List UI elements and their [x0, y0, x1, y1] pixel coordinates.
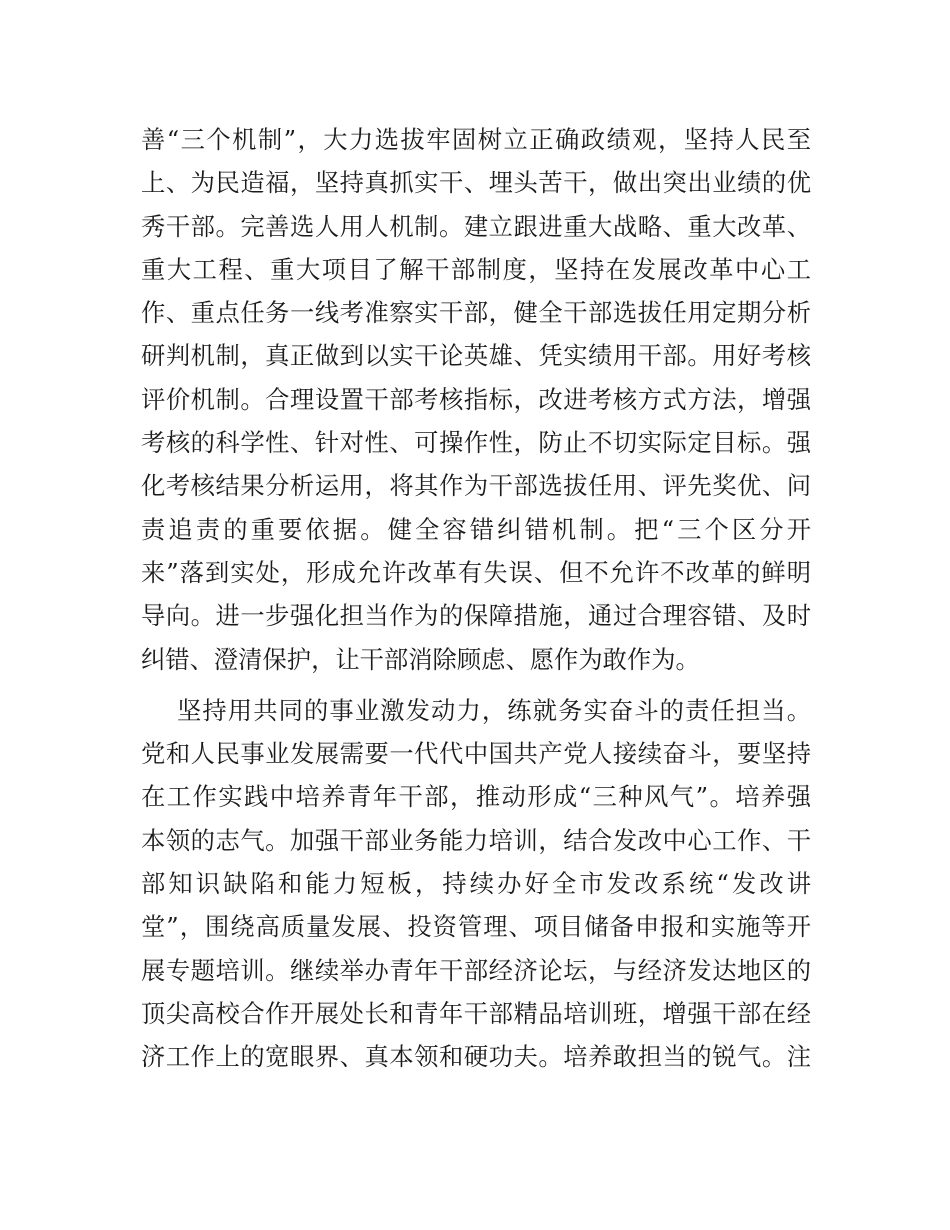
text-line: 部知识缺陷和能力短板，持续办好全市发改系统“发改讲	[141, 869, 811, 899]
text-line: 在工作实践中培养青年干部，推动形成“三种风气”。培养强	[141, 782, 811, 812]
text-line: 化考核结果分析运用，将其作为干部选拔任用、评先奖优、问	[141, 471, 811, 501]
text-line: 秀干部。完善选人用人机制。建立跟进重大战略、重大改革、	[141, 211, 811, 241]
text-line: 纠错、澄清保护，让干部消除顾虑、愿作为敢作为。	[141, 644, 700, 674]
text-line: 展专题培训。继续举办青年干部经济论坛，与经济发达地区的	[141, 955, 811, 985]
text-line: 评价机制。合理设置干部考核指标，改进考核方式方法，增强	[141, 384, 811, 414]
text-line: 坚持用共同的事业激发动力，练就务实奋斗的责任担当。	[177, 695, 811, 725]
text-line: 善“三个机制”，大力选拔牢固树立正确政绩观，坚持人民至	[141, 125, 811, 154]
text-line: 上、为民造福，坚持真抓实干、埋头苦干，做出突出业绩的优	[141, 168, 811, 198]
text-line: 导向。进一步强化担当作为的保障措施，通过合理容错、及时	[141, 601, 811, 631]
text-line: 顶尖高校合作开展处长和青年干部精品培训班，增强干部在经	[141, 998, 811, 1028]
text-line: 堂”，围绕高质量发展、投资管理、项目储备申报和实施等开	[141, 912, 811, 942]
text-line: 作、重点任务一线考准察实干部，健全干部选拔任用定期分析	[141, 298, 811, 328]
paragraph-1	[141, 118, 811, 681]
text-line: 研判机制，真正做到以实干论英雄、凭实绩用干部。用好考核	[141, 341, 811, 371]
text-line: 考核的科学性、针对性、可操作性，防止不切实际定目标。强	[141, 428, 811, 458]
text-line: 责追责的重要依据。健全容错纠错机制。把“三个区分开	[141, 514, 811, 544]
text-line: 本领的志气。加强干部业务能力培训，结合发改中心工作、干	[141, 825, 811, 855]
text-line: 济工作上的宽眼界、真本领和硬功夫。培养敢担当的锐气。注	[141, 1042, 811, 1072]
text-line: 来”落到实处，形成允许改革有失误、但不允许不改革的鲜明	[141, 557, 811, 587]
text-line: 重大工程、重大项目了解干部制度，坚持在发展改革中心工	[141, 254, 811, 284]
paragraph-2	[141, 689, 811, 1079]
text-line: 党和人民事业发展需要一代代中国共产党人接续奋斗，要坚持	[141, 739, 811, 769]
document-body	[141, 118, 811, 1079]
